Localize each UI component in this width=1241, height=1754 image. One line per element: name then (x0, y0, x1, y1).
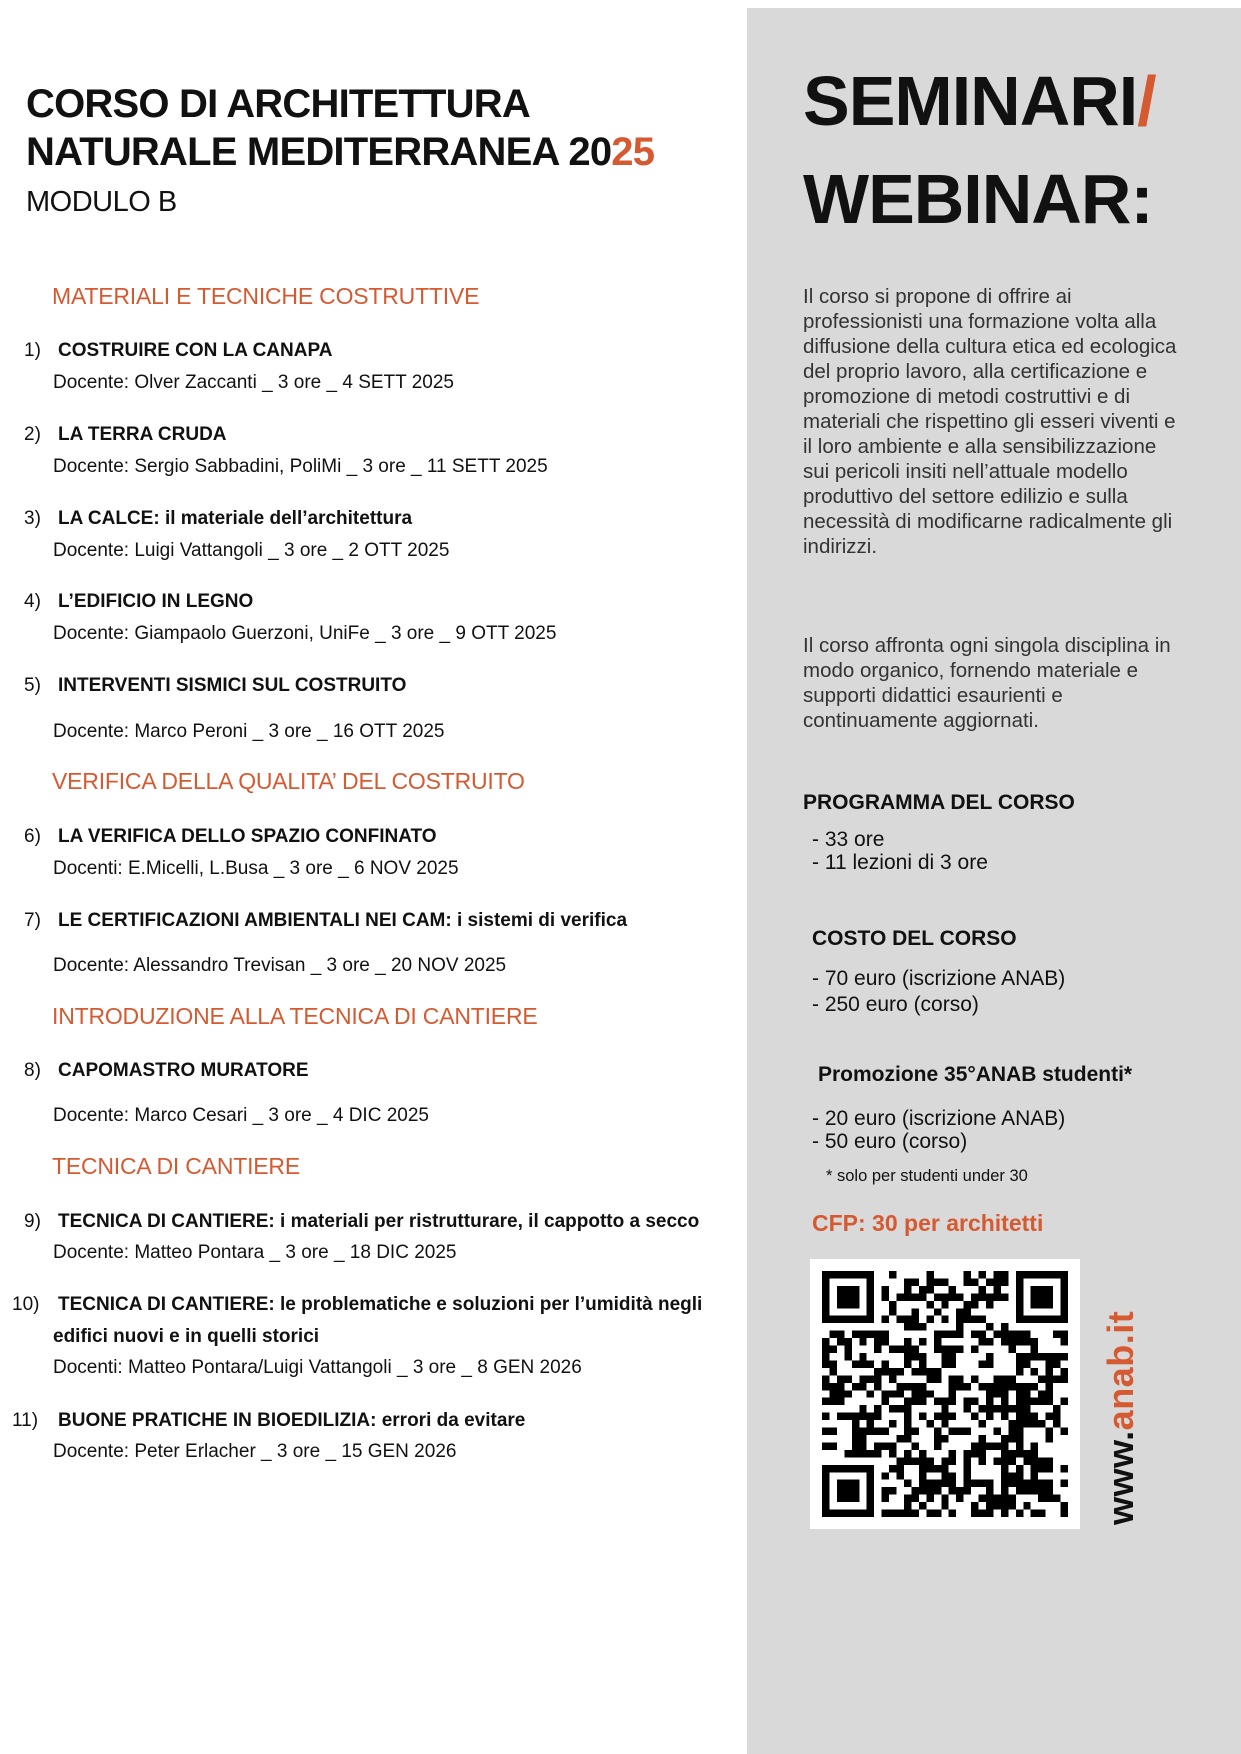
section-title: INTRODUZIONE ALLA TECNICA DI CANTIERE (52, 1003, 538, 1029)
lesson-number: 5) (24, 675, 41, 696)
lesson-teacher: Docente: Matteo Pontara _ 3 ore _ 18 DIC 2025 (53, 1242, 457, 1263)
lesson-title: CAPOMASTRO MURATORE (58, 1060, 309, 1081)
lesson-title: INTERVENTI SISMICI SUL COSTRUITO (58, 675, 407, 696)
lesson-teacher: Docente: Luigi Vattangoli _ 3 ore _ 2 OTT 2025 (53, 540, 450, 561)
lesson-title: LE CERTIFICAZIONI AMBIENTALI NEI CAM: i sistemi di verifica (58, 910, 628, 931)
lesson-title: TECNICA DI CANTIERE: i materiali per ristrutturare, il cappotto a secco (58, 1211, 700, 1232)
lesson-teacher: Docente: Peter Erlacher _ 3 ore _ 15 GEN 2026 (53, 1441, 457, 1462)
description-paragraph: Il corso si propone di offrire ai professionisti una formazione volta alla diffusione della cultura etica ed ecologica del proprio lavoro, alla certificazione e promozione di metodi costruttivi e di materiali che rispettino gli esseri viventi e il loro ambiente e alla sensibilizzazione sui pericoli insiti nell’attuale modello produttivo del settore edilizio e sulla necessità di modificarne radicalmente gli indirizzi. (803, 285, 1177, 558)
lesson-number: 6) (24, 826, 41, 847)
lesson-teacher: Docenti: E.Micelli, L.Busa _ 3 ore _ 6 NOV 2025 (53, 858, 459, 879)
section-title: MATERIALI E TECNICHE COSTRUTTIVE (52, 283, 480, 309)
page-title-line2 (26, 128, 654, 176)
lesson-teacher: Docenti: Matteo Pontara/Luigi Vattangoli _ 3 ore _ 8 GEN 2026 (53, 1357, 582, 1378)
lesson-number: 4) (24, 591, 41, 612)
lesson-teacher: Docente: Sergio Sabbadini, PoliMi _ 3 ore _ 11 SETT 2025 (53, 456, 548, 477)
lesson-title: TECNICA DI CANTIERE: le problematiche e soluzioni per l’umidità negli (58, 1294, 703, 1315)
lesson-title: L’EDIFICIO IN LEGNO (58, 591, 254, 612)
section-title: VERIFICA DELLA QUALITA’ DEL COSTRUITO (52, 768, 525, 794)
lesson-number: 2) (24, 424, 41, 445)
cfp-credits: CFP: 30 per architetti (812, 1210, 1044, 1236)
lesson-title: LA VERIFICA DELLO SPAZIO CONFINATO (58, 826, 437, 847)
lesson-teacher: Docente: Alessandro Trevisan _ 3 ore _ 20 NOV 2025 (53, 955, 507, 976)
website-url[interactable]: www.anab.it (1100, 1310, 1141, 1525)
program-item: - 33 ore (812, 828, 885, 851)
promo-note: * solo per studenti under 30 (826, 1167, 1028, 1185)
lesson-teacher: Docente: Marco Peroni _ 3 ore _ 16 OTT 2025 (53, 721, 445, 742)
lesson-title-continued: edifici nuovi e in quelli storici (53, 1326, 320, 1347)
promo-item: - 50 euro (corso) (812, 1130, 968, 1153)
title-line2-main: NATURALE MEDITERRANEA 20 (26, 130, 612, 174)
lesson-number: 1) (24, 340, 41, 361)
page-subtitle: MODULO B (26, 186, 177, 218)
lesson-title: LA CALCE: il materiale dell’architettura (58, 508, 413, 529)
lesson-teacher: Docente: Marco Cesari _ 3 ore _ 4 DIC 2025 (53, 1105, 429, 1126)
qr-code-icon (822, 1271, 1068, 1517)
qr-code[interactable] (810, 1259, 1080, 1529)
lesson-number: 3) (24, 508, 41, 529)
course-description (803, 284, 1183, 559)
sidebar-heading-line1: SEMINARI/ (803, 62, 1156, 140)
program-item: - 11 lezioni di 3 ore (812, 851, 988, 874)
lesson-number: 7) (24, 910, 41, 931)
section-title: TECNICA DI CANTIERE (52, 1153, 300, 1179)
program-title: PROGRAMMA DEL CORSO (803, 791, 1075, 814)
lesson-title: LA TERRA CRUDA (58, 424, 227, 445)
promo-item: - 20 euro (iscrizione ANAB) (812, 1107, 1066, 1130)
lesson-teacher: Docente: Giampaolo Guerzoni, UniFe _ 3 ore _ 9 OTT 2025 (53, 623, 557, 644)
cost-title: COSTO DEL CORSO (812, 927, 1017, 950)
description-paragraph: Il corso affronta ogni singola disciplina in modo organico, fornendo materiale e supporti didattici esaurienti e continuamente aggiornati. (803, 634, 1171, 732)
sidebar-heading-line2: WEBINAR: (803, 160, 1153, 238)
lesson-title: COSTRUIRE CON LA CANAPA (58, 340, 333, 361)
cost-item: - 250 euro (corso) (812, 993, 979, 1016)
lesson-title: BUONE PRATICHE IN BIOEDILIZIA: errori da evitare (58, 1410, 526, 1431)
cost-item: - 70 euro (iscrizione ANAB) (812, 967, 1066, 990)
lesson-number: 11) (12, 1410, 39, 1431)
lesson-number: 10) (12, 1294, 40, 1315)
course-approach (803, 633, 1183, 733)
title-year-accent: 25 (611, 130, 655, 174)
promo-title: Promozione 35°ANAB studenti* (818, 1063, 1133, 1086)
lesson-teacher: Docente: Olver Zaccanti _ 3 ore _ 4 SETT 2025 (53, 372, 454, 393)
page-title-line1: CORSO DI ARCHITETTURA (26, 82, 530, 126)
lesson-number: 8) (24, 1060, 41, 1081)
lesson-number: 9) (24, 1211, 41, 1232)
